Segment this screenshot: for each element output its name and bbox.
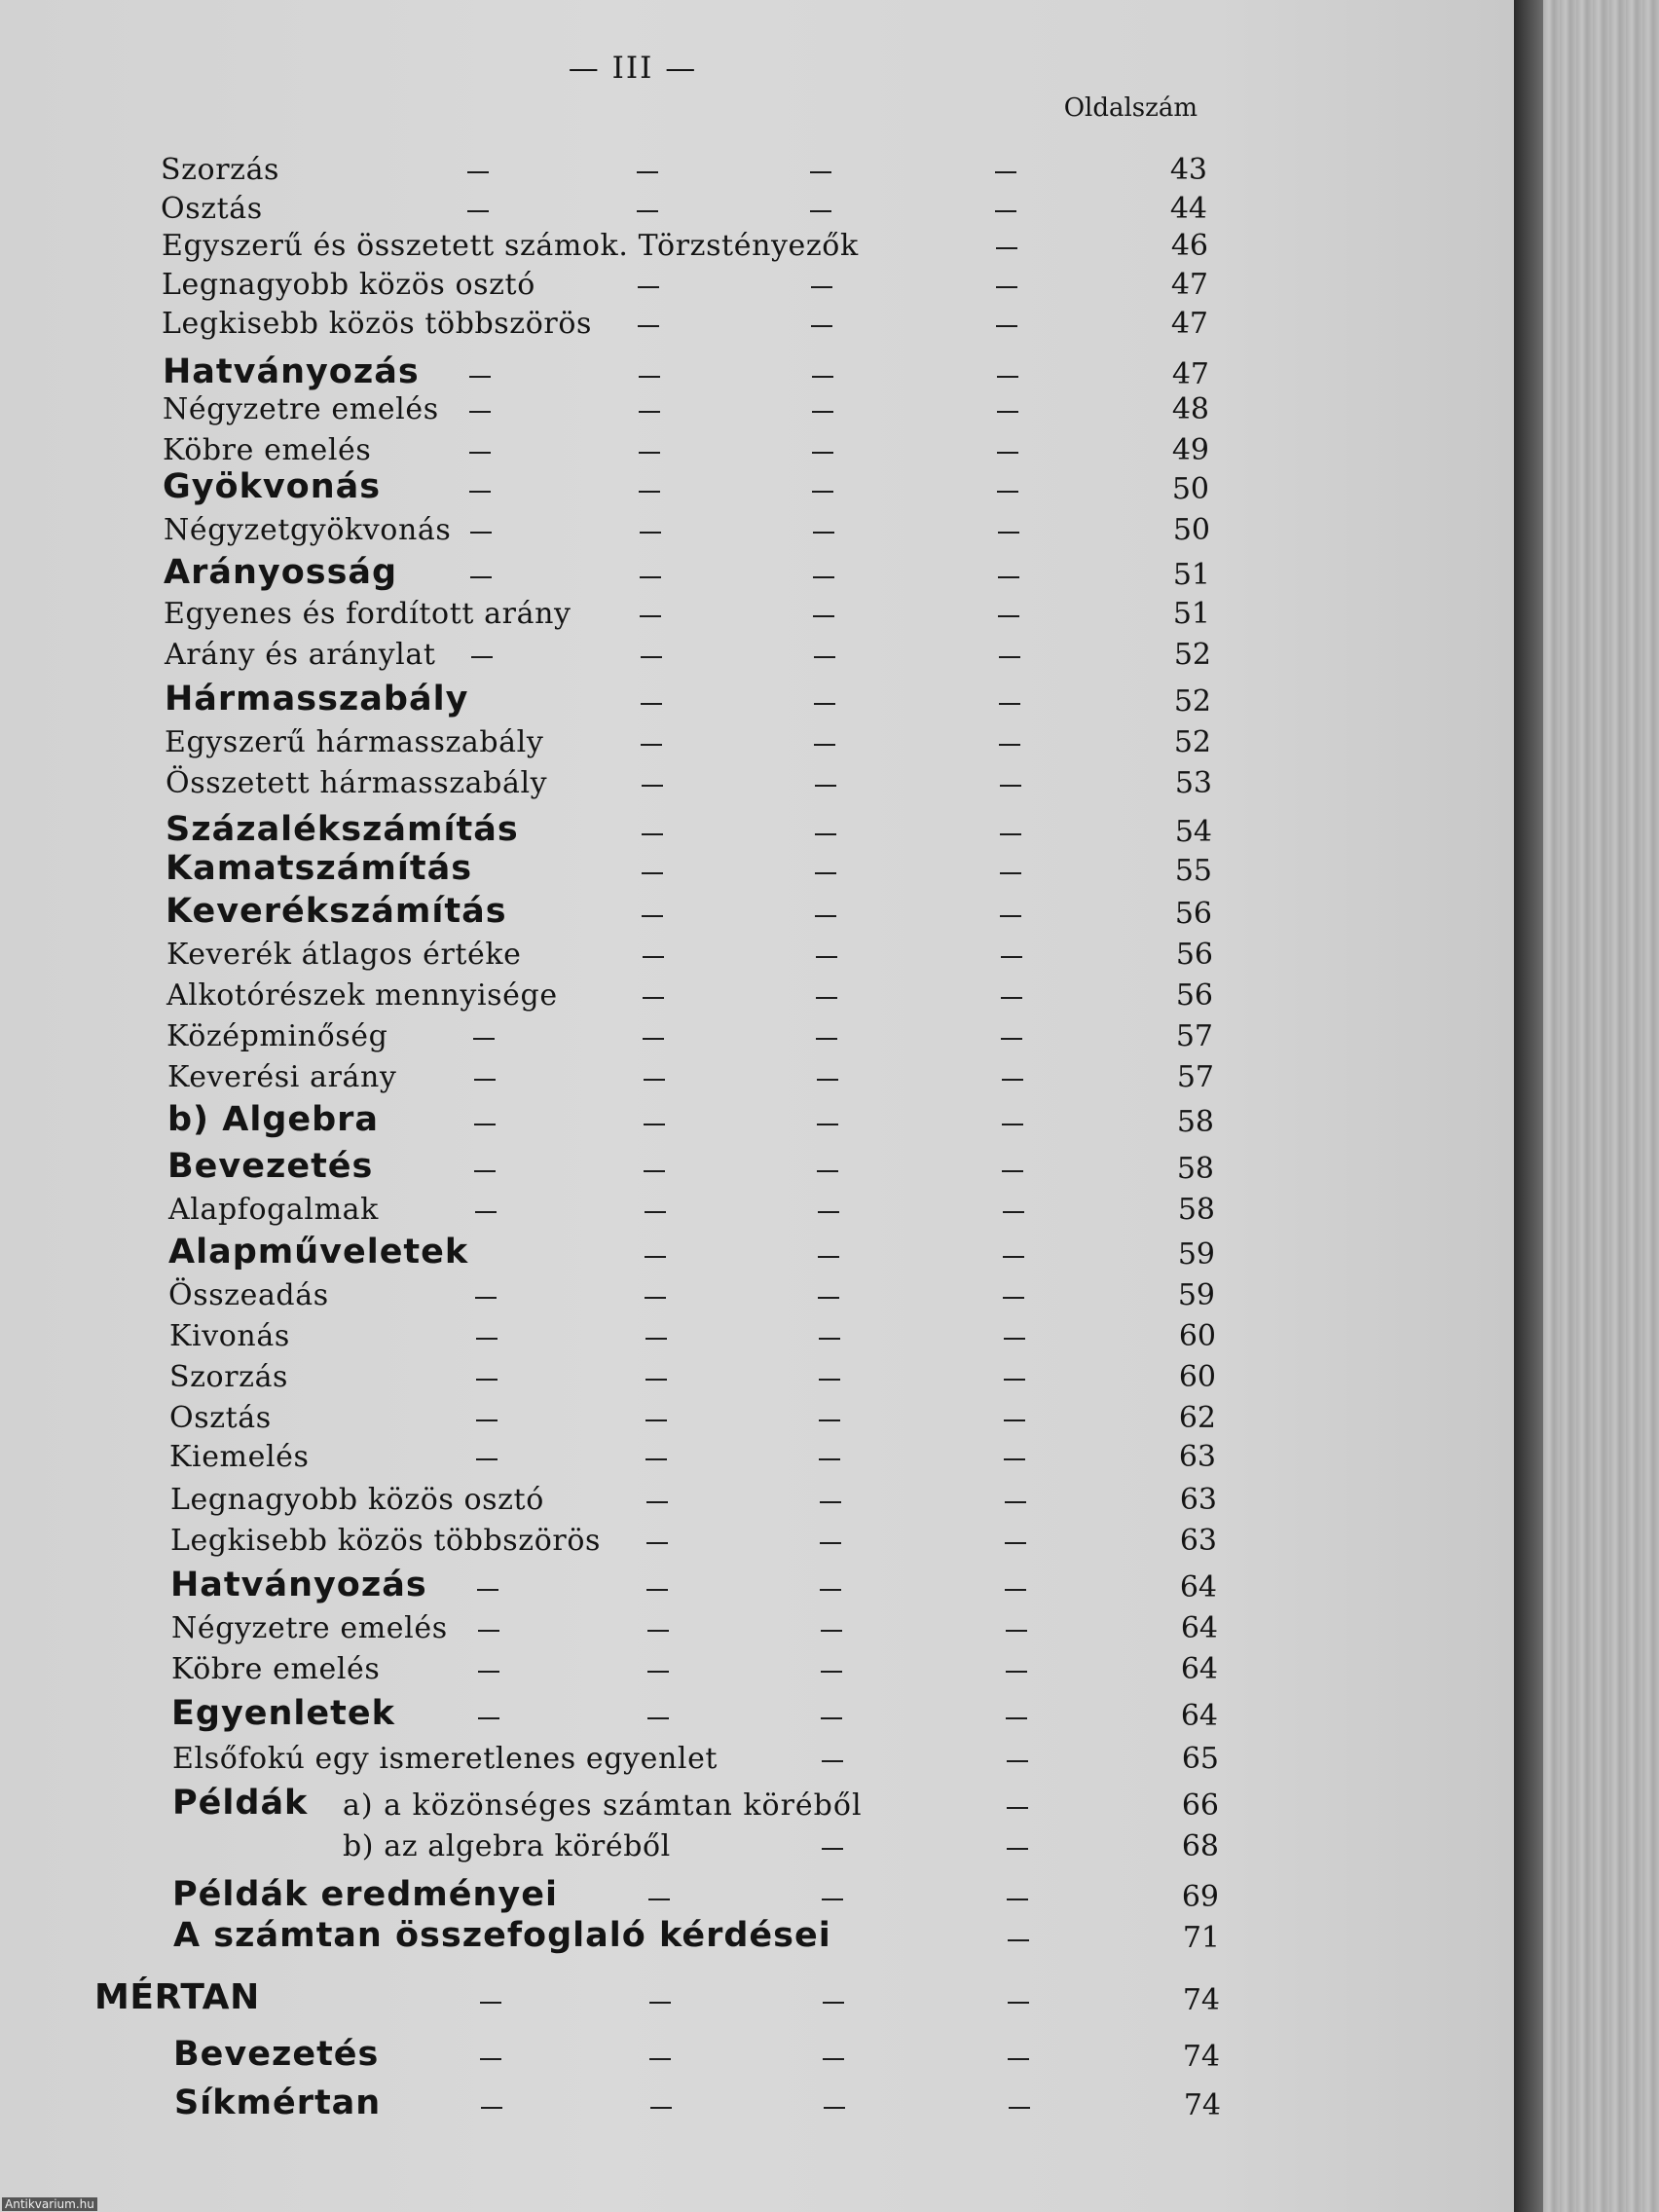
leader-dash [1004, 1419, 1025, 1421]
leader-dash [999, 744, 1020, 746]
toc-entry [0, 1474, 1514, 1517]
toc-entry-page: 49 [1171, 433, 1209, 467]
toc-entry-title: Legkisebb közös többszörös [162, 307, 592, 341]
toc-entry-title: Köbre emelés [171, 1652, 381, 1686]
toc-entry-page: 57 [1175, 1019, 1213, 1053]
leader-dash [475, 1211, 497, 1213]
toc-entry-title: Köbre emelés [163, 433, 372, 467]
toc-entry [0, 806, 1514, 849]
toc-entry [0, 1780, 1514, 1823]
leader-dash [998, 615, 1019, 617]
toc-entry [0, 259, 1514, 302]
toc-entry-title: Egyszerű és összetett számok. Törzstényezők [162, 229, 859, 263]
toc-entry-page: 60 [1178, 1319, 1216, 1353]
toc-entry [0, 970, 1514, 1013]
leader-dash [1003, 1211, 1024, 1213]
leader-dash [639, 491, 660, 493]
toc-entry-page: 47 [1170, 307, 1208, 341]
leader-dash [822, 1899, 843, 1900]
leader-dash [641, 744, 662, 746]
toc-entry-page: 53 [1174, 766, 1212, 800]
leader-dash [824, 2107, 845, 2109]
toc-entry-page: 64 [1180, 1611, 1218, 1645]
leader-dash [640, 576, 661, 578]
book-spine [1514, 0, 1543, 2212]
leader-dash [996, 247, 1017, 249]
toc-entry-title: Középminőség [166, 1019, 388, 1053]
leader-dash [812, 452, 833, 454]
leader-dash [646, 1542, 668, 1544]
page-number: — III — [568, 51, 698, 86]
toc-entry-title: Arány és aránylat [165, 638, 436, 672]
leader-dash [474, 1124, 496, 1125]
toc-entry-page: 52 [1173, 725, 1211, 759]
toc-entry [0, 1515, 1514, 1558]
toc-entry-title: Arányosság [164, 553, 398, 592]
leader-dash [474, 1170, 496, 1172]
leader-dash [478, 1630, 499, 1632]
leader-dash [1001, 997, 1022, 999]
leader-dash [646, 1589, 668, 1591]
leader-dash [813, 615, 834, 617]
leader-dash [814, 703, 835, 705]
leader-dash [818, 1256, 839, 1258]
toc-entry [0, 1733, 1514, 1776]
toc-entry-page: 47 [1170, 268, 1208, 302]
leader-dash [813, 576, 834, 578]
leader-dash [815, 872, 836, 874]
leader-dash [997, 491, 1018, 493]
toc-entry [0, 676, 1514, 719]
toc-entry-title: Kamatszámítás [166, 849, 473, 888]
leader-dash [469, 491, 491, 493]
toc-entry-page: 64 [1180, 1699, 1218, 1733]
leader-dash [1005, 1501, 1026, 1503]
toc-entry [0, 1143, 1514, 1186]
leader-dash [647, 1630, 669, 1632]
leader-dash [645, 1211, 666, 1213]
leader-dash [999, 703, 1020, 705]
leader-dash [475, 1297, 497, 1299]
toc-entry-page: 63 [1179, 1483, 1217, 1517]
leader-dash [1002, 1170, 1023, 1172]
leader-dash [997, 376, 1018, 378]
leader-dash [1002, 1124, 1023, 1125]
leader-dash [815, 915, 836, 917]
leader-dash [645, 1379, 667, 1381]
leader-dash [820, 1589, 841, 1591]
leader-dash [823, 2002, 844, 2004]
toc-entry-page: 59 [1177, 1237, 1215, 1272]
leader-dash [821, 1717, 842, 1719]
toc-entry-title: Szorzás [161, 153, 280, 187]
toc-entry [0, 1643, 1514, 1686]
leader-dash [474, 1079, 496, 1081]
leader-dash [638, 325, 659, 327]
leader-dash [998, 532, 1019, 534]
leader-dash [815, 833, 836, 835]
toc-entry-title: Négyzetre emelés [163, 392, 439, 426]
toc-entry [0, 1184, 1514, 1227]
toc-entry-page: 56 [1175, 978, 1213, 1013]
toc-entry-page: 58 [1176, 1105, 1214, 1139]
toc-entry [0, 929, 1514, 972]
leader-dash [469, 376, 491, 378]
toc-entry-title: Szorzás [169, 1360, 289, 1394]
toc-entry-page: 66 [1181, 1788, 1219, 1823]
leader-dash [1008, 2058, 1029, 2060]
leader-dash [995, 210, 1016, 212]
toc-entry-page: 47 [1171, 357, 1209, 391]
leader-dash [473, 1038, 495, 1040]
leader-dash [476, 1338, 498, 1340]
toc-entry-title: Legnagyobb közös osztó [162, 268, 535, 302]
leader-dash [819, 1379, 840, 1381]
toc-entry [0, 845, 1514, 888]
toc-entry-title: Keverési arány [167, 1060, 397, 1094]
toc-entry-page: 63 [1179, 1524, 1217, 1558]
leader-dash [996, 286, 1017, 288]
leader-dash [1004, 1458, 1025, 1460]
leader-dash [996, 325, 1017, 327]
leader-dash [997, 452, 1018, 454]
leader-dash [645, 1419, 667, 1421]
leader-dash [649, 2058, 671, 2060]
leader-dash [467, 171, 489, 173]
leader-dash [470, 576, 492, 578]
toc-entry-title: Kiemelés [169, 1440, 310, 1474]
toc-entry-page: 71 [1182, 1921, 1220, 1955]
toc-entry-title: Keverékszámítás [166, 892, 507, 931]
toc-entry [0, 1096, 1514, 1139]
leader-dash [816, 956, 837, 958]
leader-dash [1005, 1589, 1026, 1591]
leader-dash [478, 1717, 499, 1719]
leader-dash [642, 833, 663, 835]
toc-entry-title: Síkmértan [174, 2083, 382, 2122]
leader-dash [811, 286, 832, 288]
leader-dash [999, 656, 1020, 658]
leader-dash [640, 615, 661, 617]
leader-dash [813, 532, 834, 534]
leader-dash [810, 210, 831, 212]
toc-entry [0, 1912, 1514, 1955]
leader-dash [812, 491, 833, 493]
leader-dash [469, 411, 491, 413]
leader-dash [820, 1542, 841, 1544]
leader-dash [812, 376, 833, 378]
leader-dash [1007, 1760, 1028, 1762]
toc-entry-title: Bevezetés [167, 1147, 374, 1186]
toc-entry [0, 888, 1514, 931]
toc-entry-page: 58 [1176, 1152, 1214, 1186]
leader-dash [1002, 1079, 1023, 1081]
toc-entry-page: 63 [1178, 1440, 1216, 1474]
toc-entry [0, 1974, 1514, 2017]
leader-dash [819, 1458, 840, 1460]
toc-entry-title: Négyzetre emelés [171, 1611, 448, 1645]
leader-dash [814, 744, 835, 746]
toc-entry-title: Egyszerű hármasszabály [165, 725, 544, 759]
leader-dash [637, 210, 658, 212]
leader-dash [817, 1170, 838, 1172]
toc-entry [0, 1871, 1514, 1914]
leader-dash [640, 532, 661, 534]
toc-entry [0, 424, 1514, 467]
leader-dash [478, 1671, 499, 1673]
leader-dash [642, 872, 663, 874]
leader-dash [1006, 1630, 1027, 1632]
leader-dash [1003, 1256, 1024, 1258]
toc-entry [0, 1011, 1514, 1053]
leader-dash [995, 171, 1016, 173]
toc-entry-page: 57 [1176, 1060, 1214, 1094]
toc-entry-page: 60 [1178, 1360, 1216, 1394]
toc-entry-page: 59 [1177, 1278, 1215, 1312]
leader-dash [470, 532, 492, 534]
leader-dash [817, 1124, 838, 1125]
toc-entry-title: A számtan összefoglaló kérdései [173, 1916, 831, 1955]
toc-entry-page: 65 [1181, 1742, 1219, 1776]
toc-entry [0, 629, 1514, 672]
toc-entry [0, 1392, 1514, 1435]
toc-entry-page: 64 [1179, 1570, 1217, 1604]
leader-dash [1006, 1671, 1027, 1673]
toc-entry-title: Példák eredményei [172, 1875, 558, 1914]
leader-dash [812, 411, 833, 413]
leader-dash [476, 1419, 498, 1421]
leader-dash [480, 2002, 501, 2004]
toc-entry-page: 58 [1177, 1193, 1215, 1227]
leader-dash [643, 1038, 664, 1040]
leader-dash [1003, 1297, 1024, 1299]
leader-dash [814, 656, 835, 658]
toc-entry-title: Alapfogalmak [168, 1193, 379, 1227]
leader-dash [1004, 1338, 1025, 1340]
leader-dash [645, 1458, 667, 1460]
leader-dash [650, 2107, 672, 2109]
leader-dash [997, 411, 1018, 413]
leader-dash [649, 2002, 671, 2004]
leader-dash [822, 1848, 843, 1850]
toc-entry-title: Hatványozás [170, 1566, 427, 1604]
toc-entry-page: 56 [1175, 938, 1213, 972]
toc-entry-title: Hármasszabály [165, 680, 469, 719]
toc-entry-page: 54 [1174, 815, 1212, 849]
leader-dash [816, 997, 837, 999]
leader-dash [642, 915, 663, 917]
leader-dash [816, 1038, 837, 1040]
leader-dash [815, 785, 836, 787]
toc-entry-page: 52 [1173, 638, 1211, 672]
toc-entry-title: Százalékszámítás [166, 810, 519, 849]
leader-dash [1000, 833, 1021, 835]
toc-entry [0, 1270, 1514, 1312]
leader-dash [638, 286, 659, 288]
leader-dash [1000, 785, 1021, 787]
toc-entry-title: Alapműveletek [168, 1233, 469, 1272]
leader-dash [647, 1671, 669, 1673]
toc-entry [0, 1562, 1514, 1604]
leader-dash [811, 325, 832, 327]
leader-dash [469, 452, 491, 454]
toc-entry-title: Legkisebb közös többszörös [170, 1524, 601, 1558]
toc-entry-title: Összeadás [168, 1278, 329, 1312]
leader-dash [1000, 915, 1021, 917]
toc-entry-title: Gyökvonás [163, 467, 382, 506]
leader-dash [643, 956, 664, 958]
toc-entry-title: Hatványozás [163, 352, 420, 391]
toc-entry [0, 549, 1514, 592]
toc-entry-title: Példák [172, 1784, 309, 1823]
toc-entry-page: 46 [1170, 229, 1208, 263]
toc-entry-page: 51 [1172, 597, 1210, 631]
toc-entry-page: 56 [1174, 897, 1212, 931]
toc-entry-page: 64 [1180, 1652, 1218, 1686]
toc-entry-title: Osztás [161, 192, 263, 226]
toc-entry-title: Alkotórészek mennyisége [166, 978, 558, 1013]
leader-dash [645, 1338, 667, 1340]
footer-watermark: Antikvarium.hu [2, 2197, 97, 2211]
leader-dash [641, 703, 662, 705]
leader-dash [476, 1458, 498, 1460]
leader-dash [817, 1079, 838, 1081]
leader-dash [1009, 2107, 1030, 2109]
leader-dash [998, 576, 1019, 578]
leader-dash [818, 1297, 839, 1299]
toc-entry [0, 298, 1514, 341]
leader-dash [644, 1079, 665, 1081]
leader-dash [639, 376, 660, 378]
leader-dash [467, 210, 489, 212]
toc-entry [0, 1310, 1514, 1353]
toc-entry [0, 1821, 1514, 1863]
leader-dash [639, 411, 660, 413]
toc-entry [0, 1690, 1514, 1733]
toc-entry [0, 717, 1514, 759]
leader-dash [639, 452, 660, 454]
toc-entry [0, 757, 1514, 800]
toc-entry-title: Négyzetgyökvonás [164, 513, 452, 547]
toc-entry [0, 144, 1514, 187]
leader-dash [480, 2058, 501, 2060]
toc-entry [0, 220, 1514, 263]
leader-dash [818, 1211, 839, 1213]
toc-entry-page: 55 [1174, 854, 1212, 888]
toc-entry [0, 1431, 1514, 1474]
leader-dash [819, 1419, 840, 1421]
leader-dash [644, 1170, 665, 1172]
leader-dash [1000, 872, 1021, 874]
toc-entry-page: 51 [1172, 558, 1210, 592]
leader-dash [1008, 1939, 1029, 1941]
toc-entry-page: 50 [1172, 513, 1210, 547]
leader-dash [645, 1297, 666, 1299]
leader-dash [1007, 1899, 1028, 1900]
page-column-header: Oldalszám [1063, 93, 1198, 123]
toc-entry-title: Bevezetés [173, 2035, 380, 2074]
leader-dash [648, 1899, 670, 1900]
leader-dash [645, 1256, 666, 1258]
leader-dash [1001, 956, 1022, 958]
leader-dash [820, 1501, 841, 1503]
leader-dash [1001, 1038, 1022, 1040]
toc-entry-title: MÉRTAN [94, 1977, 260, 2017]
toc-entry [0, 1351, 1514, 1394]
toc-entry-title: Egyenletek [171, 1694, 395, 1733]
toc-entry-page: 74 [1182, 2040, 1220, 2074]
leader-dash [642, 785, 663, 787]
toc-entry-subtitle: a) a közönséges számtan köréből [343, 1788, 863, 1823]
toc-entry [0, 1603, 1514, 1645]
leader-dash [1008, 2002, 1029, 2004]
leader-dash [821, 1630, 842, 1632]
leader-dash [644, 1124, 665, 1125]
leader-dash [1004, 1379, 1025, 1381]
toc-entry-page: 44 [1169, 192, 1207, 226]
toc-entry-page: 74 [1183, 2088, 1221, 2122]
toc-entry-page: 43 [1169, 153, 1207, 187]
toc-entry-title: Keverék átlagos értéke [166, 938, 522, 972]
leader-dash [810, 171, 831, 173]
toc-entry-title: Legnagyobb közös osztó [170, 1483, 544, 1517]
toc-entry [0, 504, 1514, 547]
toc-entry-page: 52 [1173, 684, 1211, 719]
leader-dash [1007, 1848, 1028, 1850]
toc-entry-title: Elsőfokú egy ismeretlenes egyenlet [172, 1742, 719, 1776]
toc-entry-title: b) Algebra [167, 1100, 380, 1139]
toc-entry-title: Kivonás [169, 1319, 290, 1353]
leader-dash [637, 171, 658, 173]
toc-entry-page: 48 [1171, 392, 1209, 426]
toc-entry-page: 68 [1181, 1829, 1219, 1863]
leader-dash [819, 1338, 840, 1340]
book-cover-board [1543, 0, 1659, 2212]
leader-dash [1006, 1717, 1027, 1719]
leader-dash [823, 2058, 844, 2060]
toc-entry [0, 2031, 1514, 2074]
toc-entry [0, 463, 1514, 506]
toc-entry [0, 2080, 1514, 2122]
toc-entry-title: Összetett hármasszabály [166, 766, 548, 800]
toc-entry-page: 74 [1182, 1983, 1220, 2017]
toc-entry-title: Egyenes és fordított arány [164, 597, 571, 631]
toc-entry-subtitle: b) az algebra köréből [343, 1829, 671, 1863]
leader-dash [647, 1717, 669, 1719]
leader-dash [822, 1760, 843, 1762]
toc-entry-page: 69 [1181, 1880, 1219, 1914]
leader-dash [471, 656, 493, 658]
leader-dash [481, 2107, 502, 2109]
toc-entry [0, 588, 1514, 631]
toc-entry-page: 62 [1178, 1401, 1216, 1435]
leader-dash [641, 656, 662, 658]
leader-dash [643, 997, 664, 999]
leader-dash [476, 1379, 498, 1381]
leader-dash [1007, 1807, 1028, 1809]
toc-entry [0, 1229, 1514, 1272]
toc-entry-title: Osztás [169, 1401, 272, 1435]
toc-entry [0, 1051, 1514, 1094]
toc-entry-page: 50 [1171, 472, 1209, 506]
leader-dash [1005, 1542, 1026, 1544]
leader-dash [646, 1501, 668, 1503]
leader-dash [821, 1671, 842, 1673]
leader-dash [477, 1589, 498, 1591]
toc-entry [0, 384, 1514, 426]
